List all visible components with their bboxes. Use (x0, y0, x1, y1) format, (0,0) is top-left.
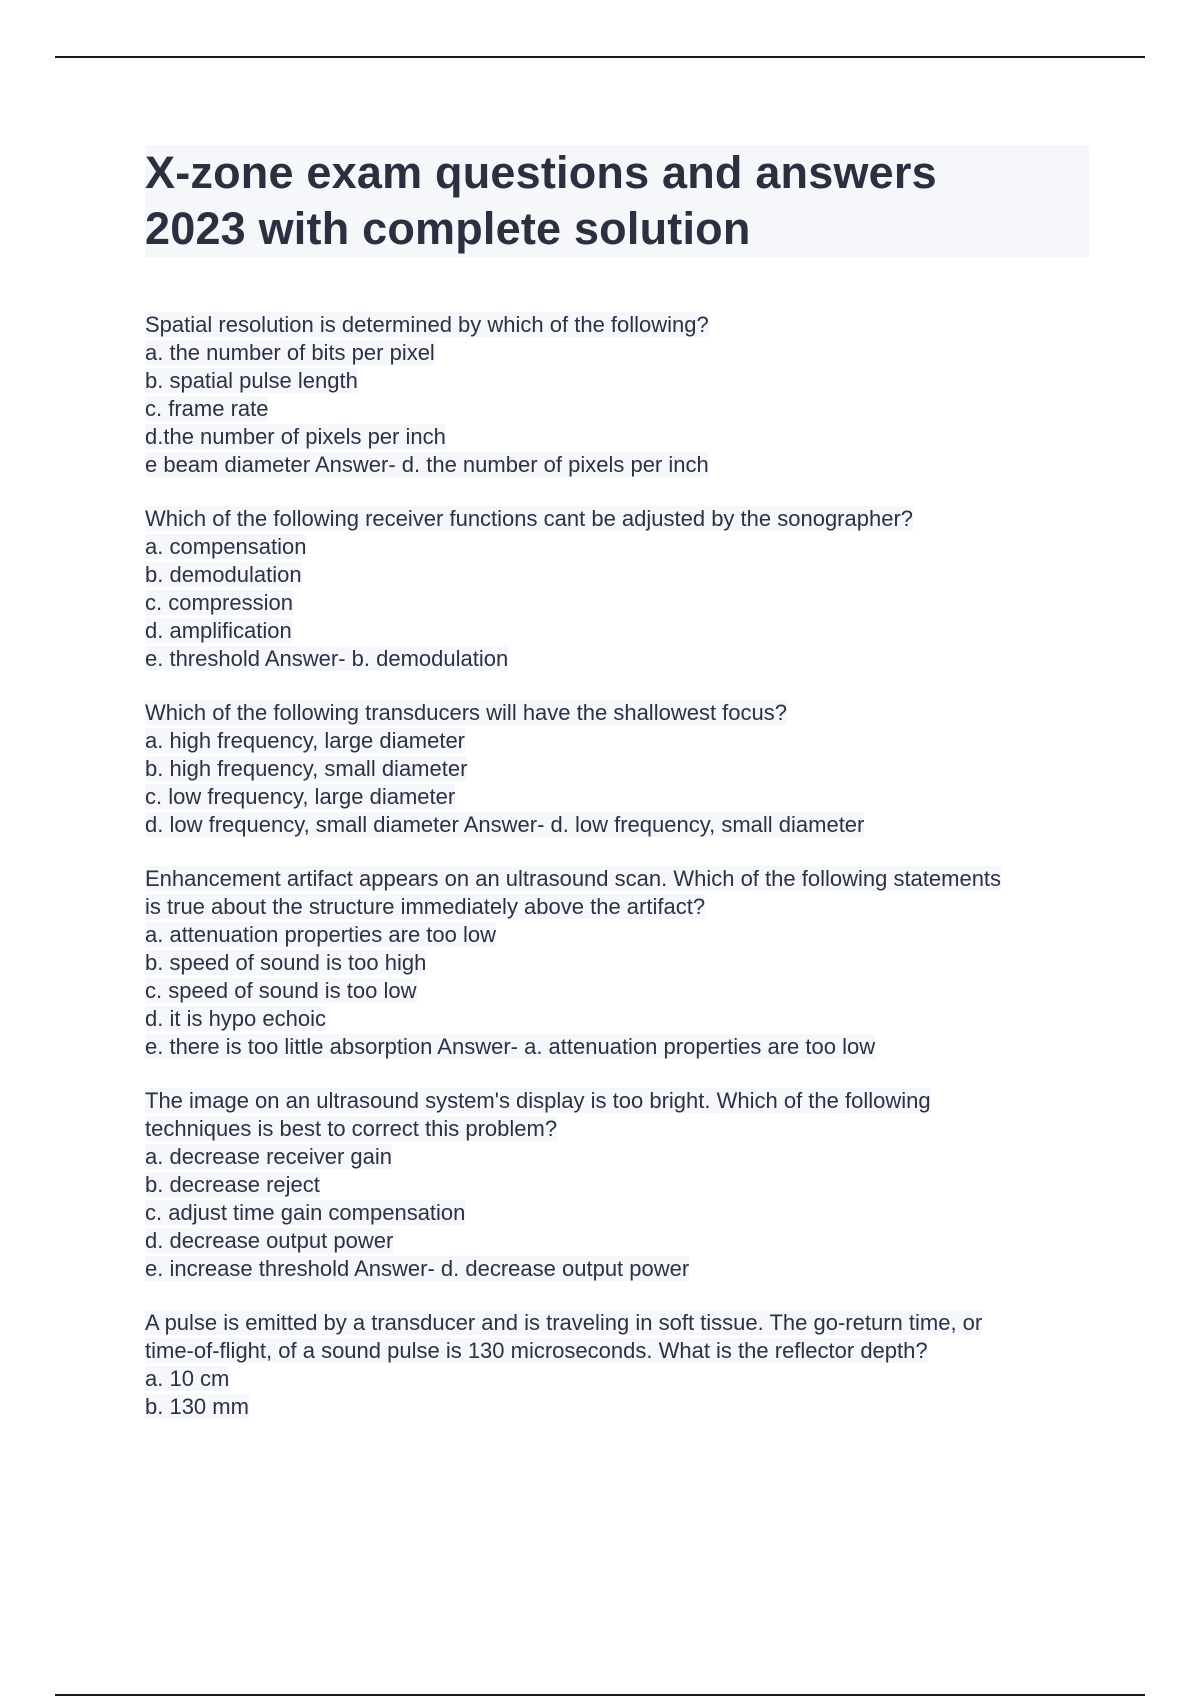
question-line (145, 617, 1095, 645)
line-text: a. 10 cm (145, 1366, 230, 1391)
line-text: A pulse is emitted by a transducer and is traveling in soft tissue. The go-return time, or (145, 1310, 983, 1335)
question-line (145, 1393, 1095, 1421)
line-text: a. decrease receiver gain (145, 1144, 393, 1169)
line-text: c. low frequency, large diameter (145, 784, 456, 809)
line-text: Which of the following receiver functions cant be adjusted by the sonographer? (145, 506, 914, 531)
question-line (145, 1005, 1095, 1033)
line-text: b. demodulation (145, 562, 302, 587)
header-rule (55, 56, 1145, 58)
question-line (145, 1143, 1095, 1171)
line-text: c. adjust time gain compensation (145, 1200, 466, 1225)
question-text (145, 699, 1095, 727)
line-text: e. increase threshold Answer- d. decrease output power (145, 1256, 690, 1281)
question-line (145, 727, 1095, 755)
question-block (145, 865, 1095, 1061)
question-line (145, 589, 1095, 617)
question-text (145, 1087, 1095, 1115)
question-line (145, 1033, 1095, 1061)
question-list (145, 311, 1095, 1447)
line-text: b. speed of sound is too high (145, 950, 427, 975)
footer-rule (55, 1694, 1145, 1696)
question-line (145, 921, 1095, 949)
line-text: d.the number of pixels per inch (145, 424, 446, 449)
question-line (145, 755, 1095, 783)
line-text: d. amplification (145, 618, 292, 643)
question-line (145, 645, 1095, 673)
question-line (145, 1255, 1095, 1283)
question-line (145, 1227, 1095, 1255)
question-line (145, 1199, 1095, 1227)
line-text: c. speed of sound is too low (145, 978, 417, 1003)
question-line (145, 949, 1095, 977)
question-line (145, 395, 1095, 423)
line-text: d. decrease output power (145, 1228, 394, 1253)
line-text: e. threshold Answer- b. demodulation (145, 646, 509, 671)
question-line (145, 367, 1095, 395)
line-text: a. high frequency, large diameter (145, 728, 465, 753)
line-text: Enhancement artifact appears on an ultrasound scan. Which of the following statements (145, 866, 1002, 891)
line-text: a. the number of bits per pixel (145, 340, 435, 365)
line-text: Which of the following transducers will have the shallowest focus? (145, 700, 787, 725)
question-text (145, 865, 1095, 893)
line-text: c. frame rate (145, 396, 269, 421)
question-line (145, 1171, 1095, 1199)
question-block (145, 1309, 1095, 1421)
question-line (145, 451, 1095, 479)
question-block (145, 505, 1095, 673)
line-text: b. 130 mm (145, 1394, 249, 1419)
line-text: b. spatial pulse length (145, 368, 358, 393)
question-text (145, 505, 1095, 533)
line-text: is true about the structure immediately above the artifact? (145, 894, 706, 919)
line-text: a. compensation (145, 534, 307, 559)
question-line (145, 1115, 1095, 1143)
line-text: techniques is best to correct this problem? (145, 1116, 558, 1141)
question-line (145, 977, 1095, 1005)
question-block (145, 1087, 1095, 1283)
line-text: The image on an ultrasound system's display is too bright. Which of the following (145, 1088, 931, 1113)
question-line (145, 561, 1095, 589)
question-line (145, 1365, 1095, 1393)
line-text: b. high frequency, small diameter (145, 756, 468, 781)
question-line (145, 811, 1095, 839)
question-text (145, 1309, 1095, 1337)
question-line (145, 423, 1095, 451)
question-line (145, 893, 1095, 921)
line-text: b. decrease reject (145, 1172, 320, 1197)
title-line-2: 2023 with complete solution (145, 203, 751, 254)
question-line (145, 339, 1095, 367)
line-text: d. low frequency, small diameter Answer- d. low frequency, small diameter (145, 812, 865, 837)
question-line (145, 783, 1095, 811)
title-line-1: X-zone exam questions and answers (145, 147, 937, 198)
line-text: e. there is too little absorption Answer- a. attenuation properties are too low (145, 1034, 876, 1059)
question-line (145, 1337, 1095, 1365)
document-title (145, 145, 1089, 257)
question-block (145, 699, 1095, 839)
line-text: Spatial resolution is determined by which of the following? (145, 312, 709, 337)
line-text: a. attenuation properties are too low (145, 922, 497, 947)
line-text: c. compression (145, 590, 293, 615)
line-text: d. it is hypo echoic (145, 1006, 326, 1031)
question-text (145, 311, 1095, 339)
question-line (145, 533, 1095, 561)
question-block (145, 311, 1095, 479)
line-text: e beam diameter Answer- d. the number of pixels per inch (145, 452, 709, 477)
line-text: time-of-flight, of a sound pulse is 130 microseconds. What is the reflector depth? (145, 1338, 928, 1363)
